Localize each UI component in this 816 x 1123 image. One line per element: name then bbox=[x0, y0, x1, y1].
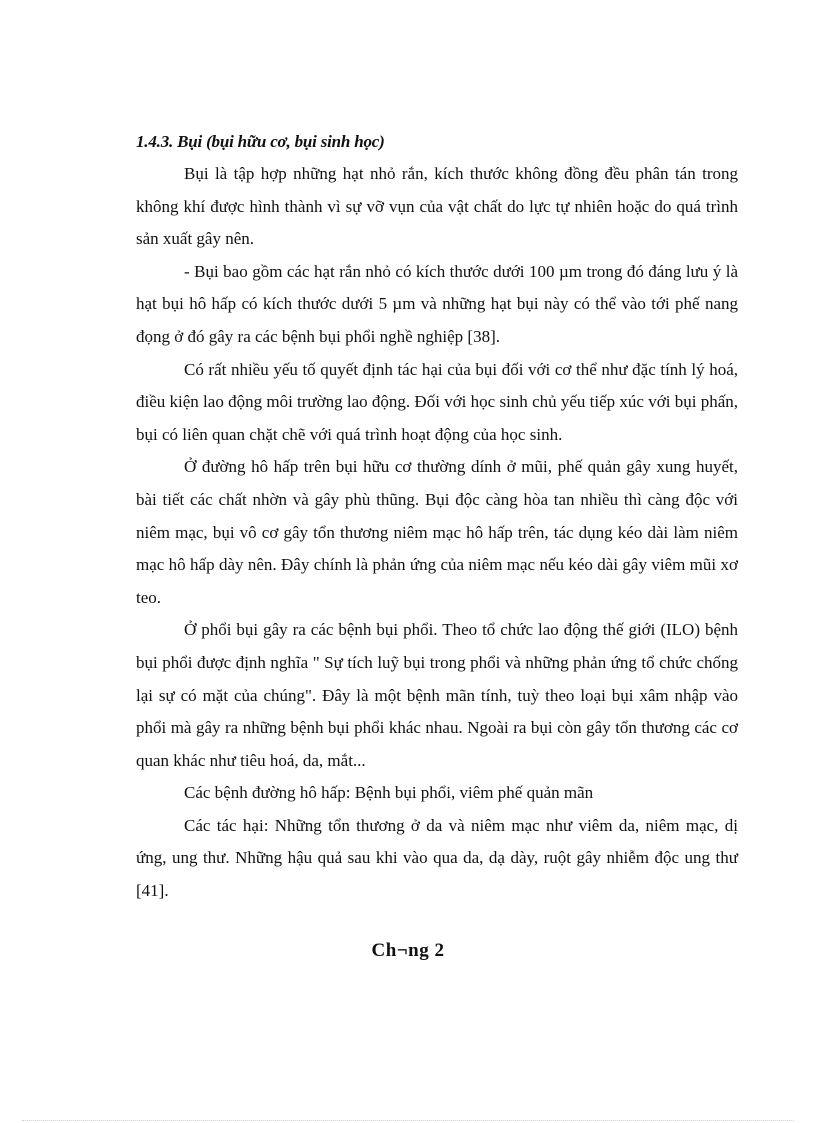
paragraph-respiratory-diseases: Các bệnh đường hô hấp: Bệnh bụi phổi, viêm phế quản mãn bbox=[184, 783, 594, 803]
section-heading: 1.4.3. Bụi (bụi hữu cơ, bụi sinh học) bbox=[136, 132, 385, 151]
paragraph-factors: Có rất nhiều yếu tố quyết định tác hại của bụi đối với cơ thể như đặc tính lý hoá, điều kiện lao động môi trường lao động. Đối với học sinh chủ yếu tiếp xúc với bụi phấn, bụi có liên quan chặt chẽ với quá trình hoạt động của học sinh. bbox=[136, 359, 738, 444]
document-page bbox=[136, 128, 738, 908]
chapter-title: Ch¬ng 2 bbox=[371, 940, 445, 961]
paragraph-lung-disease: Ở phổi bụi gây ra các bệnh bụi phổi. Theo tổ chức lao động thế giới (ILO) bệnh bụi phổi được định nghĩa " Sự tích luỹ bụi trong phổi và những phản ứng tổ chức chống lại sự có mặt của chúng". Đây là một bệnh mãn tính, tuỳ theo loại bụi xâm nhập vào phổi mà gây ra những bệnh bụi phổi khác nhau. Ngoài ra bụi còn gây tổn thương các cơ quan khác như tiêu hoá, da, mắt... bbox=[136, 620, 738, 770]
paragraph-harms: Các tác hại: Những tổn thương ở da và niêm mạc như viêm da, niêm mạc, dị ứng, ung thư. Những hậu quả sau khi vào qua da, dạ dày, ruột gây nhiễm độc ung thư [41]. bbox=[136, 815, 738, 901]
paragraph-particle-size: - Bụi bao gồm các hạt rắn nhỏ có kích thước dưới 100 µm trong đó đáng lưu ý là hạt bụi hô hấp có kích thước dưới 5 µm và những hạt bụi này có thể vào tới phế nang đọng ở đó gây ra các bệnh bụi phổi nghề nghiệp [38]. bbox=[136, 261, 738, 346]
page-bottom-divider bbox=[22, 1120, 794, 1121]
paragraph-definition: Bụi là tập hợp những hạt nhỏ rắn, kích thước không đồng đều phân tán trong không khí được hình thành vì sự vỡ vụn của vật chất do lực tự nhiên hoặc do quá trình sản xuất gây nên. bbox=[136, 164, 738, 249]
paragraph-upper-airway: Ở đường hô hấp trên bụi hữu cơ thường dính ở mũi, phế quản gây xung huyết, bài tiết các chất nhờn và gây phù thũng. Bụi độc càng hòa tan nhiều thì càng độc với niêm mạc, bụi vô cơ gây tổn thương niêm mạc hô hấp trên, tác dụng kéo dài làm niêm mạc hô hấp dày nên. Đây chính là phản ứng của niêm mạc nếu kéo dài gây viêm mũi xơ teo. bbox=[136, 457, 738, 607]
